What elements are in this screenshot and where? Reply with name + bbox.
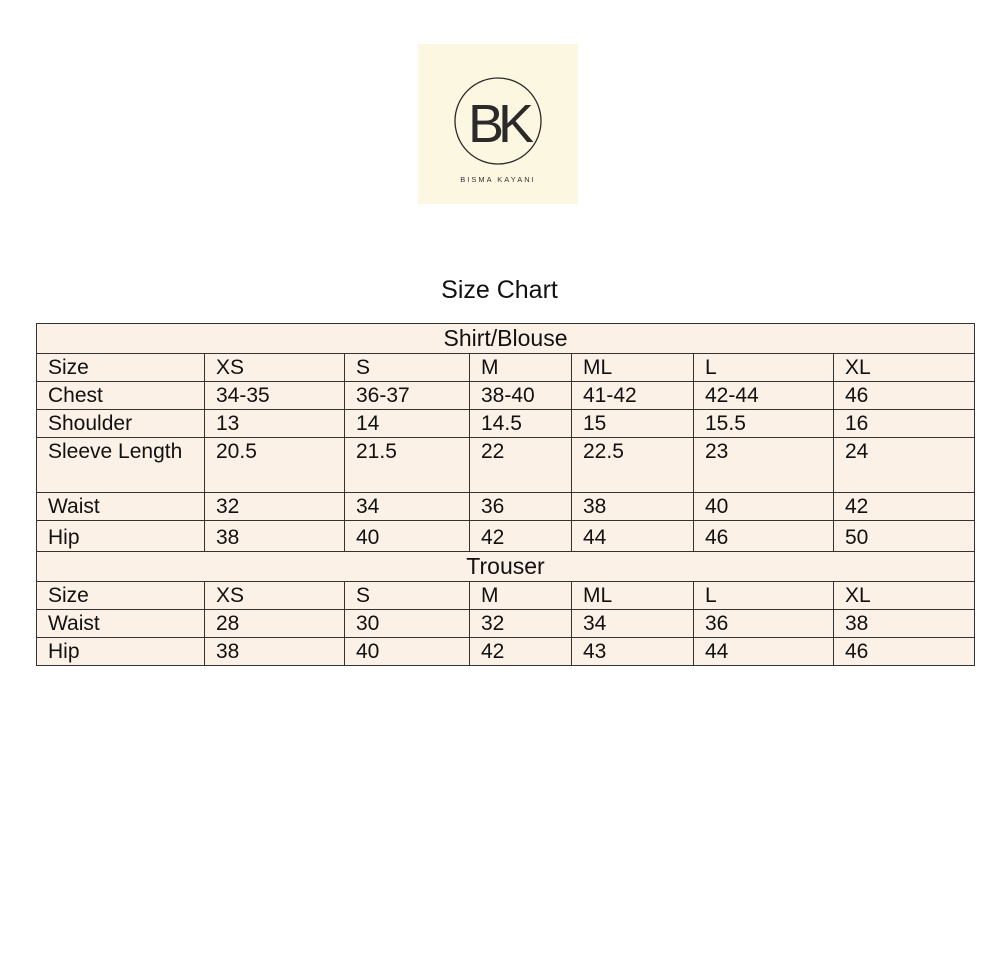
trouser-section-row [37,552,975,582]
table-cell: 22.5 [572,438,694,493]
table-cell: 40 [345,521,470,552]
table-cell: 44 [694,638,834,666]
row-label-cell: Chest [37,382,205,410]
row-label-cell: Hip [37,521,205,552]
table-cell: 21.5 [345,438,470,493]
table-cell: 20.5 [205,438,345,493]
table-cell: 36 [694,610,834,638]
row-label-cell: Hip [37,638,205,666]
header-cell: ML [572,354,694,382]
shirt-header-row [37,354,975,382]
table-cell: 15.5 [694,410,834,438]
shirt-section-title: Shirt/Blouse [37,324,975,354]
header-cell: M [470,354,572,382]
svg-text:BK: BK [467,94,529,154]
table-cell: 32 [205,493,345,521]
table-cell: 44 [572,521,694,552]
table-row [37,638,975,666]
table-cell: 46 [834,382,975,410]
header-cell: S [345,582,470,610]
table-cell: 38 [834,610,975,638]
table-cell: 41-42 [572,382,694,410]
header-cell: XL [834,582,975,610]
table-cell: 42 [470,521,572,552]
row-label-cell: Sleeve Length [37,438,205,493]
table-cell: 42 [470,638,572,666]
shirt-section-row [37,324,975,354]
table-cell: 15 [572,410,694,438]
table-cell: 32 [470,610,572,638]
brand-logo [418,44,578,204]
header-cell: L [694,354,834,382]
table-cell: 34 [345,493,470,521]
table-row [37,610,975,638]
table-cell: 16 [834,410,975,438]
table-row [37,521,975,552]
table-cell: 38 [572,493,694,521]
row-label-cell: Waist [37,493,205,521]
row-label-cell: Shoulder [37,410,205,438]
table-cell: 42-44 [694,382,834,410]
svg-text:BISMA KAYANI: BISMA KAYANI [460,175,536,184]
table-row [37,382,975,410]
table-row [37,438,975,493]
header-cell: L [694,582,834,610]
table-cell: 50 [834,521,975,552]
table-row [37,493,975,521]
table-cell: 24 [834,438,975,493]
trouser-header-row [37,582,975,610]
table-cell: 36 [470,493,572,521]
header-cell: XS [205,354,345,382]
header-cell: Size [37,354,205,382]
table-cell: 13 [205,410,345,438]
page-title: Size Chart [441,276,558,304]
table-cell: 40 [345,638,470,666]
table-cell: 38 [205,521,345,552]
header-cell: Size [37,582,205,610]
table-cell: 38 [205,638,345,666]
header-cell: S [345,354,470,382]
row-label-cell: Waist [37,610,205,638]
table-cell: 43 [572,638,694,666]
table-cell: 28 [205,610,345,638]
table-cell: 34-35 [205,382,345,410]
logo-monogram-icon [418,44,578,204]
table-cell: 14 [345,410,470,438]
table-row [37,410,975,438]
header-cell: XL [834,354,975,382]
table-cell: 14.5 [470,410,572,438]
table-cell: 34 [572,610,694,638]
header-cell: M [470,582,572,610]
header-cell: XS [205,582,345,610]
trouser-section-title: Trouser [37,552,975,582]
table-cell: 22 [470,438,572,493]
table-cell: 46 [834,638,975,666]
size-chart-table [36,323,975,666]
table-cell: 40 [694,493,834,521]
table-cell: 30 [345,610,470,638]
table-cell: 42 [834,493,975,521]
table-cell: 38-40 [470,382,572,410]
table-cell: 46 [694,521,834,552]
table-cell: 23 [694,438,834,493]
table-cell: 36-37 [345,382,470,410]
header-cell: ML [572,582,694,610]
